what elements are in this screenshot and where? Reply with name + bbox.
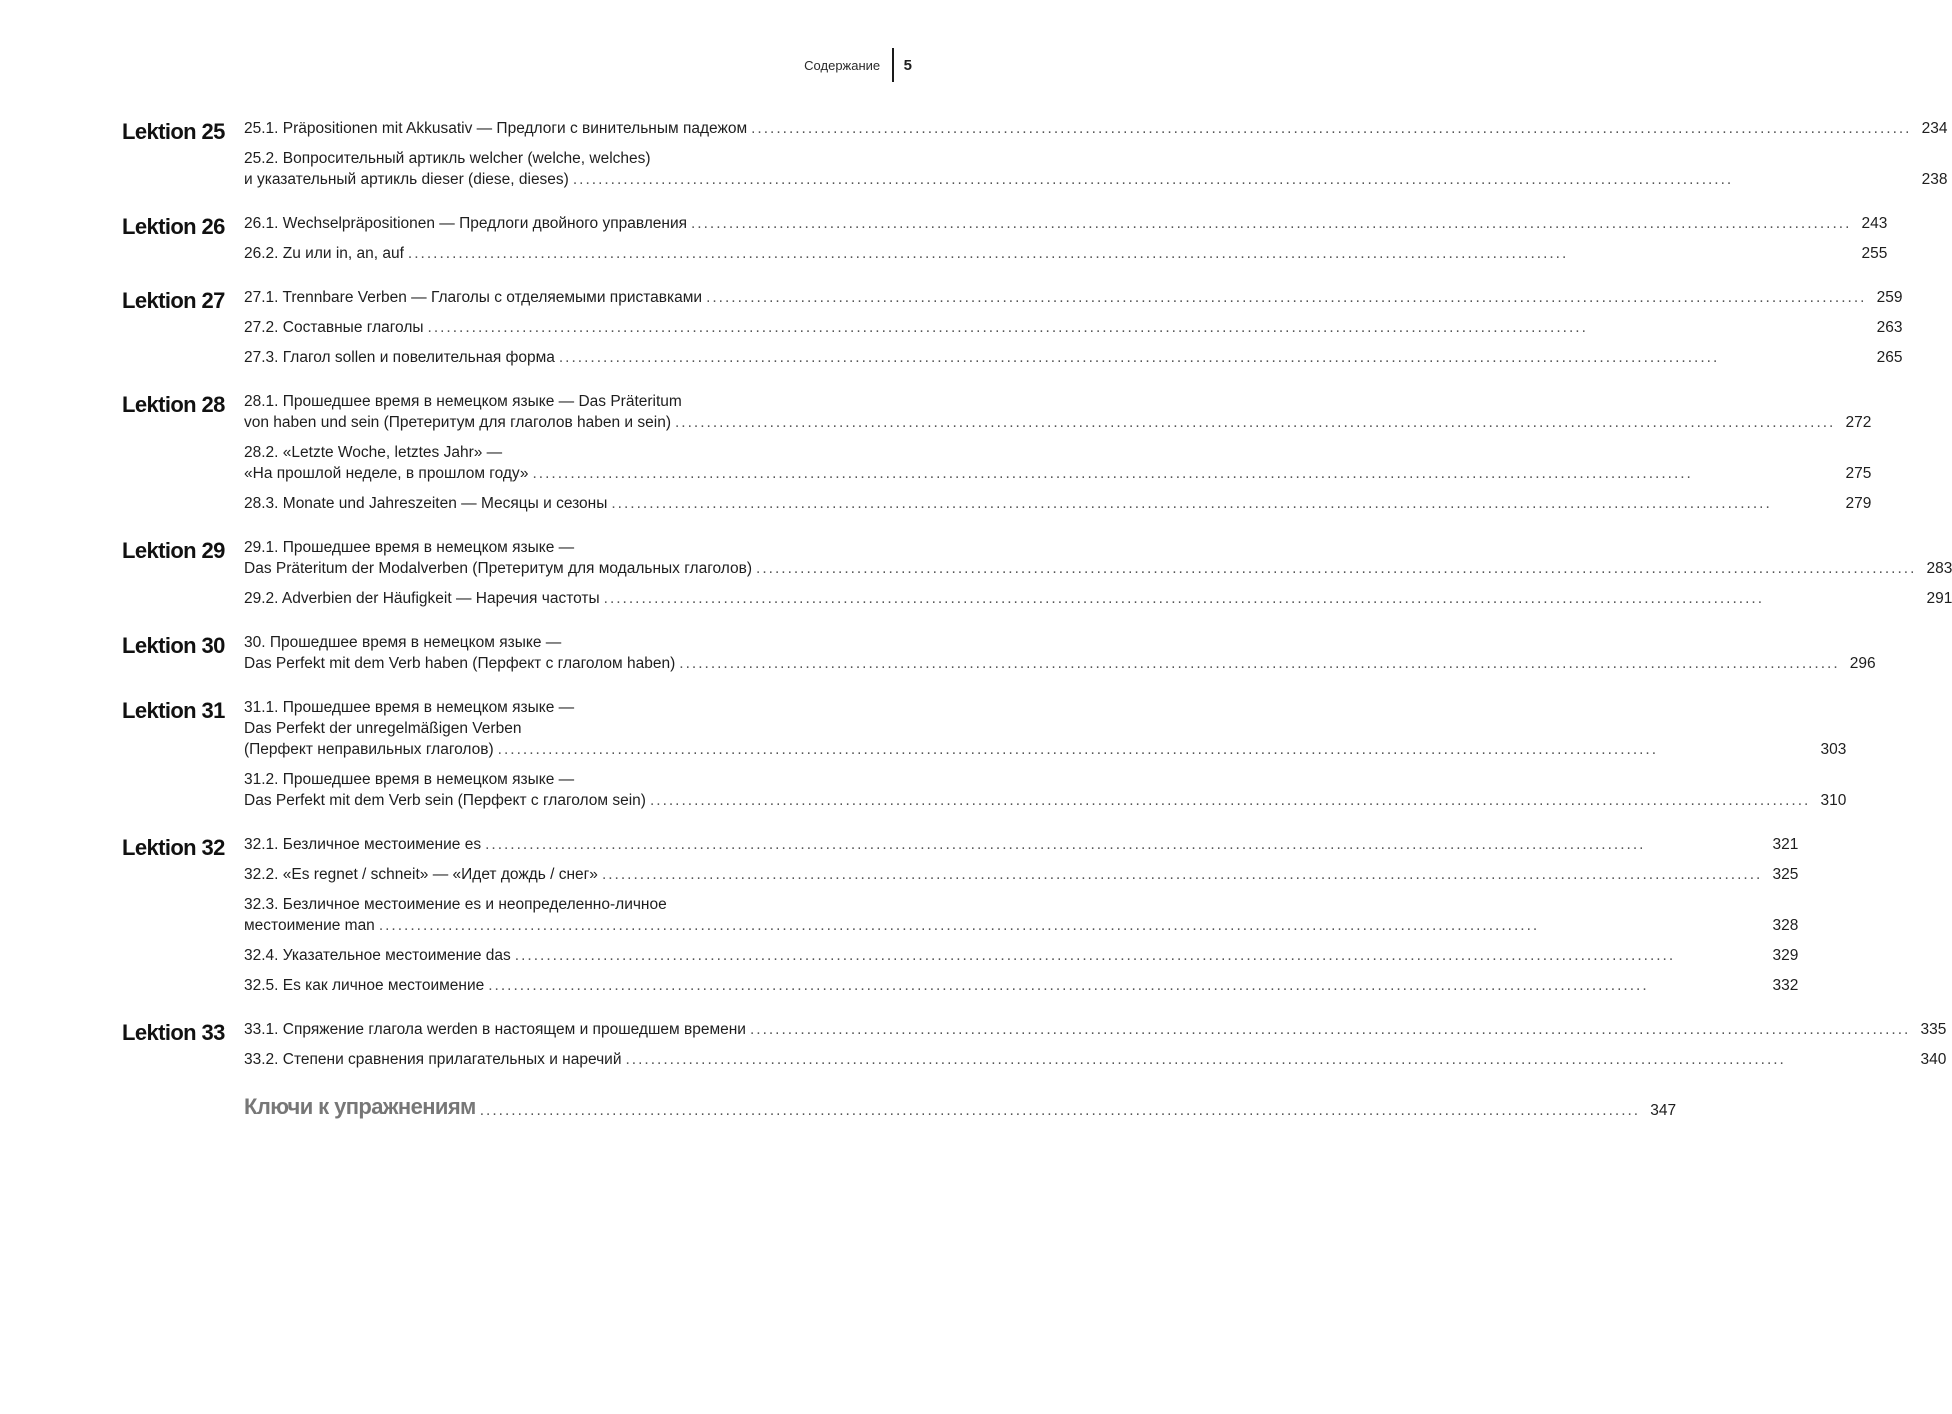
toc-entry[interactable] [244,697,1846,760]
page-header [804,48,912,82]
entry-title: 32.5. Es как личное местоимение [244,977,485,994]
entry-title: 27.2. Составные глаголы [244,319,424,336]
lesson-title: Lektion 31 [122,698,225,723]
entry-page: 296 [1849,655,1876,672]
toc-entry[interactable] [244,317,1902,338]
entry-title-line: 32.3. Безличное местоимение es и неопределенно-личное [244,896,667,913]
toc-entry[interactable] [244,213,1887,234]
entry-title: 27.3. Глагол sollen и повелительная форма [244,349,555,366]
entry-title: 29.2. Adverbien der Häufigkeit — Наречия частоты [244,590,600,607]
entry-page: 238 [1921,171,1948,188]
toc-entry[interactable] [244,287,1902,308]
toc-entry[interactable] [244,864,1798,885]
lesson-title: Lektion 27 [122,288,225,313]
entry-page: 329 [1772,947,1799,964]
dot-leader [428,317,1867,338]
entry-title: Das Perfekt mit dem Verb sein (Перфект с глаголом sein) [244,792,646,809]
toc-entry[interactable] [244,945,1798,966]
entry-page: 332 [1772,977,1799,994]
entry-page: 255 [1861,245,1888,262]
lesson-title: Lektion 25 [122,119,225,144]
toc-entry[interactable] [244,118,1948,139]
dot-leader [532,463,1835,484]
entry-page: 279 [1845,495,1872,512]
entry-title: 32.1. Безличное местоимение es [244,836,482,853]
dot-leader [675,412,1835,433]
dot-leader [559,347,1867,368]
entry-page: 325 [1772,866,1799,883]
table-of-contents [122,118,1952,1121]
toc-entry[interactable] [244,493,1871,514]
dot-leader [625,1049,1910,1070]
lesson-26 [122,213,1888,273]
entry-title-line: Das Perfekt der unregelmäßigen Verben [244,720,522,737]
entry-title-line: 30. Прошедшее время в немецком языке — [244,634,562,651]
lesson-entries [244,213,1887,273]
entry-page: 259 [1876,289,1903,306]
entry-page: 303 [1820,741,1847,758]
lesson-entries [244,834,1798,1005]
dot-leader [480,1100,1640,1121]
entry-page: 283 [1926,560,1952,577]
toc-entry[interactable] [244,834,1798,855]
answer-keys-title: Ключи к упражнениям [244,1094,476,1119]
dot-leader [691,213,1851,234]
lesson-title: Lektion 30 [122,633,225,658]
lesson-title: Lektion 29 [122,538,225,563]
toc-entry[interactable] [244,1049,1946,1070]
entry-page: 275 [1845,465,1872,482]
toc-entry[interactable] [244,148,1948,190]
dot-leader [379,915,1763,936]
lesson-title: Lektion 26 [122,214,225,239]
lesson-28 [122,391,1872,523]
lesson-25 [122,118,1948,199]
entry-page: 328 [1772,917,1799,934]
toc-entry[interactable] [244,347,1902,368]
toc-entry[interactable] [244,442,1871,484]
dot-leader [750,1019,1910,1040]
entry-title: Das Präteritum der Modalverben (Претеритум для модальных глаголов) [244,560,753,577]
entry-title-line: 28.2. «Letzte Woche, letztes Jahr» — [244,444,503,461]
entry-title: «На прошлой неделе, в прошлом году» [244,465,529,482]
running-head: Содержание [804,57,881,73]
dot-leader [602,864,1762,885]
lesson-33 [122,1019,1947,1079]
dot-leader [485,834,1762,855]
dot-leader [751,118,1911,139]
entry-title: 32.2. «Es regnet / schneit» — «Идет дождь / снег» [244,866,598,883]
lesson-29 [122,537,1952,618]
toc-entry[interactable] [244,243,1887,264]
lesson-entries [244,537,1952,618]
entry-page: 265 [1876,349,1903,366]
lesson-entries [244,1019,1946,1079]
lesson-entries [244,632,1876,683]
entry-title-line: 29.1. Прошедшее время в немецком языке — [244,539,575,556]
toc-entry[interactable] [244,588,1952,609]
entry-title: 26.1. Wechselpräpositionen — Предлоги двойного управления [244,215,687,232]
entry-page: 321 [1772,836,1799,853]
dot-leader [515,945,1763,966]
dot-leader [706,287,1866,308]
entry-title: местоимение man [244,917,375,934]
entry-page: 263 [1876,319,1903,336]
dot-leader [408,243,1851,264]
entry-title: 25.1. Präpositionen mit Akkusativ — Предлоги с винительным падежом [244,120,748,137]
entry-title: Das Perfekt mit dem Verb haben (Перфект с глаголом haben) [244,655,676,672]
entry-title: 32.4. Указательное местоимение das [244,947,511,964]
dot-leader [611,493,1835,514]
entry-title-line: 31.1. Прошедшее время в немецком языке — [244,699,575,716]
entry-title: 26.2. Zu или in, an, auf [244,245,404,262]
answer-keys-entry[interactable] [122,1093,1677,1121]
dot-leader [498,739,1811,760]
lesson-entries [244,697,1846,820]
dot-leader [604,588,1917,609]
entry-title: 33.1. Спряжение глагола werden в настоящем и прошедшем времени [244,1021,746,1038]
toc-entry[interactable] [244,391,1871,433]
lesson-title: Lektion 28 [122,392,225,417]
entry-title: 28.3. Monate und Jahreszeiten — Месяцы и сезоны [244,495,608,512]
lesson-entries [244,391,1871,523]
toc-entry[interactable] [244,1019,1946,1040]
toc-entry[interactable] [244,975,1798,996]
entry-title-line: 25.2. Вопросительный артикль welcher (welche, welches) [244,150,651,167]
entry-title: 27.1. Trennbare Verben — Глаголы с отделяемыми приставками [244,289,703,306]
entry-title-line: 31.2. Прошедшее время в немецком языке — [244,771,575,788]
entry-title-line: 28.1. Прошедшее время в немецком языке — Das Präteritum [244,393,682,410]
toc-entry[interactable] [244,894,1798,936]
toc-entry[interactable] [244,537,1952,579]
entry-title: von haben und sein (Претеритум для глаголов haben и sein) [244,414,671,431]
entry-page: 347 [1650,1102,1677,1119]
toc-entry[interactable] [244,769,1846,811]
entry-page: 272 [1845,414,1872,431]
dot-leader [488,975,1762,996]
dot-leader [650,790,1810,811]
entry-title: (Перфект неправильных глаголов) [244,741,494,758]
entry-page: 243 [1861,215,1888,232]
entry-page: 310 [1820,792,1847,809]
lesson-entries [244,118,1948,199]
toc-entry[interactable] [244,632,1876,674]
entry-page: 234 [1921,120,1948,137]
entry-title: и указательный артикль dieser (diese, dieses) [244,171,569,188]
lesson-title: Lektion 32 [122,835,225,860]
lesson-entries [244,287,1902,377]
lesson-31 [122,697,1847,820]
entry-page: 335 [1920,1021,1947,1038]
lesson-32 [122,834,1799,1005]
lesson-27 [122,287,1903,377]
entry-page: 291 [1926,590,1952,607]
dot-leader [679,653,1839,674]
entry-title: 33.2. Степени сравнения прилагательных и наречий [244,1051,622,1068]
entry-page: 340 [1920,1051,1947,1068]
page-number: 5 [903,56,912,74]
lesson-title: Lektion 33 [122,1020,225,1045]
lesson-30 [122,632,1876,683]
dot-leader [573,169,1912,190]
dot-leader [756,558,1916,579]
